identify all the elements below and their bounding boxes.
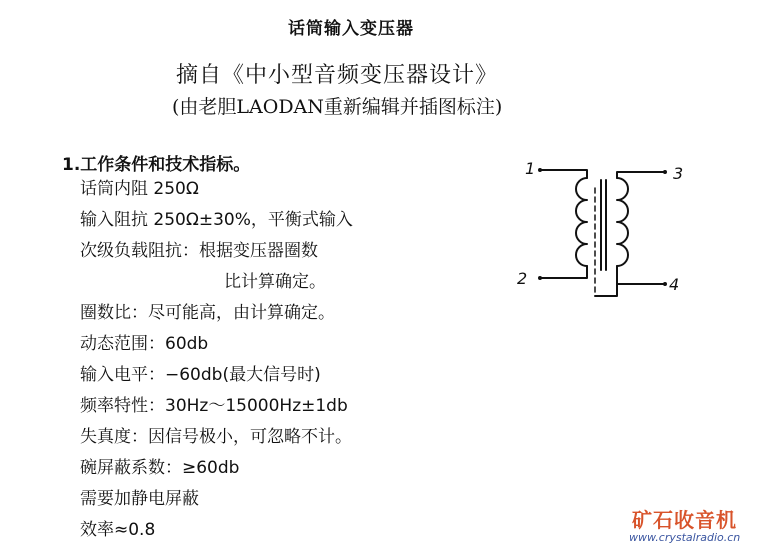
spec-item: 圈数比：尽可能高，由计算确定。: [80, 303, 335, 323]
spec-item: 比计算确定。: [224, 272, 326, 292]
shield-ground-lead: [595, 284, 617, 296]
spec-item: 次级负载阻抗：根据变压器圈数: [80, 241, 318, 261]
spec-item: 动态范围：60db: [80, 334, 209, 354]
terminal-label-3: 3: [673, 164, 684, 183]
spec-item: 碗屏蔽系数：≥60db: [80, 458, 240, 478]
secondary-coil: [617, 178, 628, 266]
spec-item: 失真度：因信号极小，可忽略不计。: [80, 427, 352, 447]
editor-note: (由老胆LAODAN重新编辑并插图标注): [172, 96, 503, 118]
spec-item: 频率特性：30Hz～15000Hz±1db: [80, 396, 348, 416]
transformer-schematic: [505, 150, 705, 310]
spec-item: 输入电平：−60db(最大信号时): [80, 365, 321, 385]
spec-item: 需要加静电屏蔽: [80, 489, 199, 509]
secondary-lead-4: [617, 266, 665, 284]
spec-list: [80, 177, 353, 549]
watermark-url: www.crystalradio.cn: [629, 531, 741, 544]
primary-lead-1: [540, 170, 587, 178]
source-citation: 摘自《中小型音频变压器设计》: [176, 63, 499, 88]
terminal-label-2: 2: [517, 269, 528, 288]
secondary-lead-3: [617, 172, 665, 178]
terminal-label-4: 4: [669, 275, 680, 294]
spec-item: 输入阻抗 250Ω±30%，平衡式输入: [80, 210, 353, 230]
primary-lead-2: [540, 266, 587, 278]
spec-item: 话筒内阻 250Ω: [80, 179, 199, 199]
terminal-dot-2: [538, 276, 542, 280]
terminal-label-1: 1: [525, 159, 536, 178]
document-title: 话筒输入变压器: [288, 19, 414, 39]
spec-item: 效率≈0.8: [80, 520, 156, 540]
terminal-dot-1: [538, 168, 542, 172]
terminal-dot-4: [663, 282, 667, 286]
watermark-logo: 矿石收音机: [632, 508, 737, 532]
terminal-dot-3: [663, 170, 667, 174]
section-heading: 1.工作条件和技术指标。: [62, 155, 251, 175]
primary-coil: [576, 178, 587, 266]
